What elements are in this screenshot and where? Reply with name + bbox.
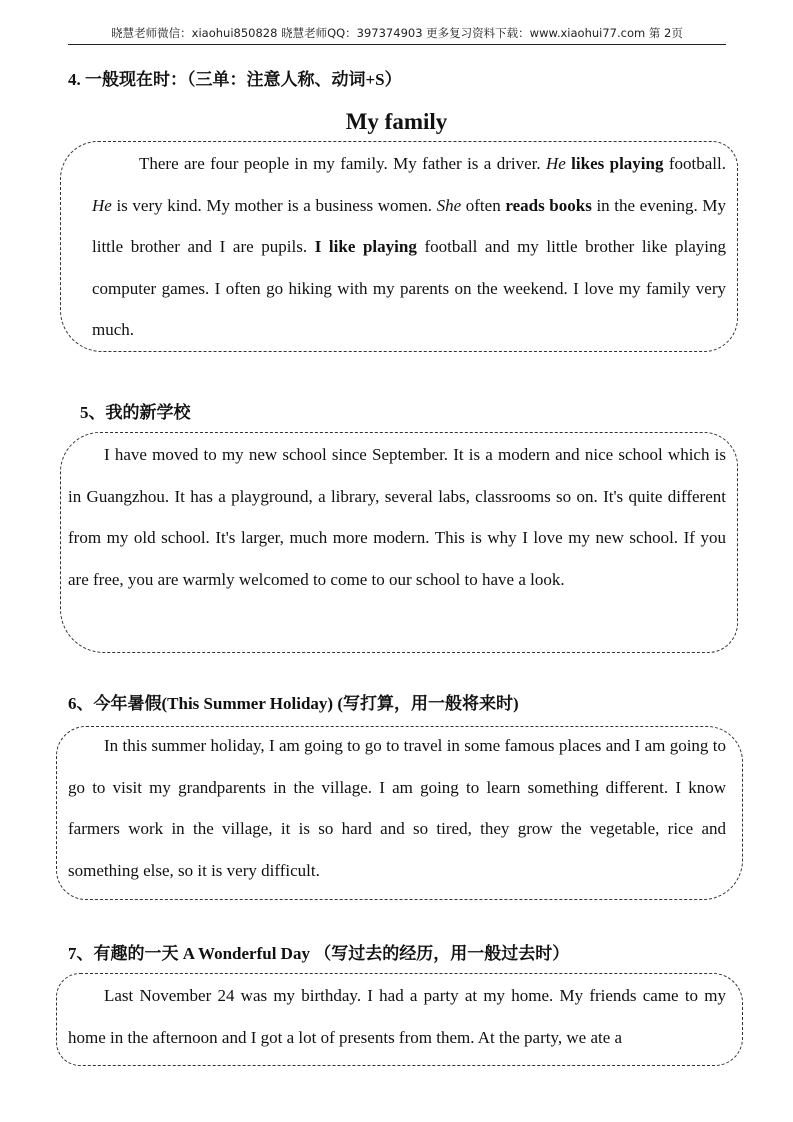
essay-text-summer-holiday: In this summer holiday, I am going to go to travel in some famous places and I am going to go to visit my grandparents in the village. I am going to learn something different. I know farmers work in the village, it is so hard and so tired, they grow the vegetable, rice and something else, so it is very difficult. (68, 736, 726, 880)
essay-text-wonderful-day: Last November 24 was my birthday. I had a party at my home. My friends came to my home in the afternoon and I got a lot of presents from them. At the party, we ate a (68, 986, 726, 1047)
bold-reads-books: reads books (505, 195, 592, 215)
page-header-text: 晓慧老师微信：xiaohui850828 晓慧老师QQ：397374903 更多复习资料下载：www.xiaohui77.com 第 2页 (111, 26, 683, 40)
pronoun-he: He (92, 195, 112, 215)
essay-text-new-school: I have moved to my new school since September. It is a modern and nice school which is in Guangzhou. It has a playground, a library, several labs, classrooms so on. It's quite different from my old school. It's larger, much more modern. This is why I love my new school. If you are free, you are warmly welcomed to come to our school to have a look. (68, 445, 726, 589)
pronoun-she: She (436, 195, 462, 215)
bold-i-like-playing: I like playing (314, 237, 417, 256)
pronoun-he: He (545, 154, 566, 173)
section-4-heading: 4. 一般现在时：（三单：注意人称、动词+S） (68, 70, 402, 89)
essay-text-my-family: There are four people in my family. My father is a driver. He likes playing football. He is very kind. My mother is a business women. She often reads books in the evening. My little brother and I are pupils. I like playing football and my little brother like playing computer games. I often go hiking with my parents on the weekend. I love my family very much. (92, 154, 726, 339)
section-6-heading: 6、今年暑假(This Summer Holiday) (写打算，用一般将来时) (68, 694, 519, 713)
essay-title-my-family: My family (345, 109, 448, 134)
section-5-heading: 5、我的新学校 (80, 403, 191, 422)
bold-likes-playing: likes playing (565, 154, 664, 173)
section-7-heading: 7、有趣的一天 A Wonderful Day （写过去的经历，用一般过去时） (68, 944, 570, 963)
page-header (68, 24, 726, 45)
